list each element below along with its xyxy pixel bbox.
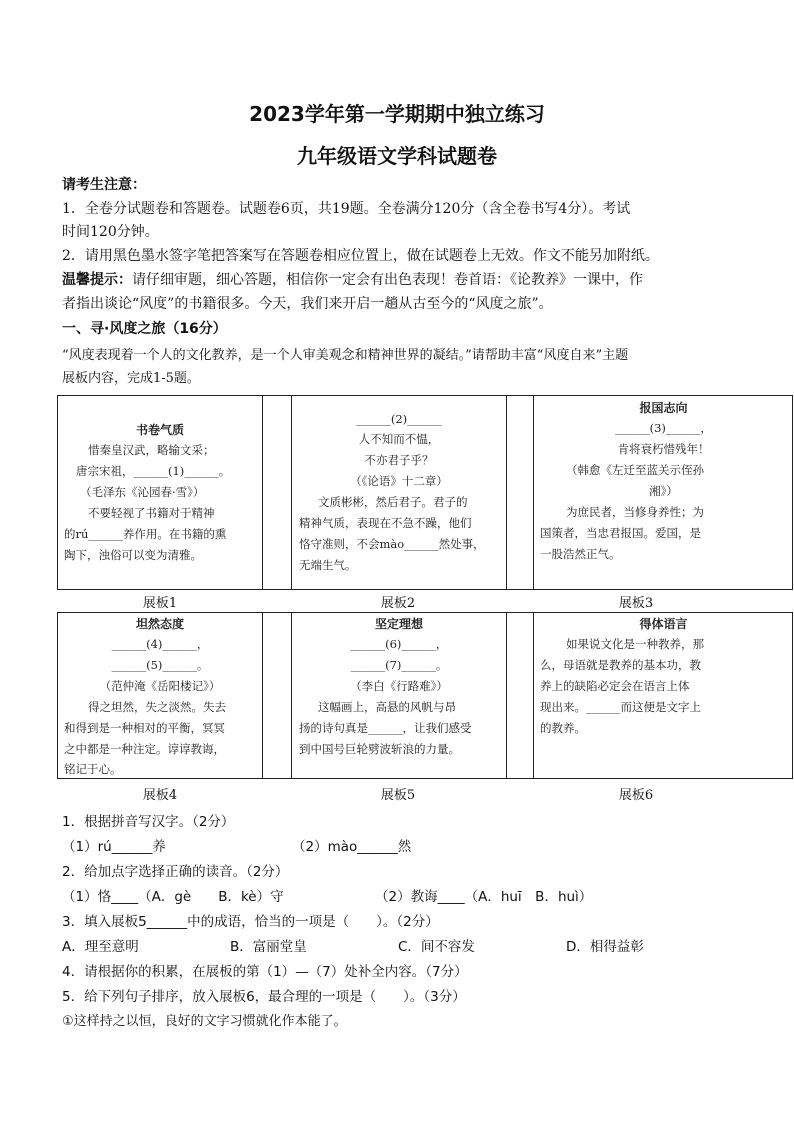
panel2-line2: 人不知而不愠，: [358, 432, 440, 446]
notice-item-1a: 1．全卷分试题卷和答题卷。试题卷6页，共19题。全卷满分120分（含全卷书写4分）。考试: [62, 201, 631, 217]
panel-gap-1: [262, 395, 292, 590]
page-title: 2023学年第一学期期中独立练习: [249, 102, 545, 126]
panel4-line3: （范仲淹《岳阳楼记》）: [99, 679, 221, 693]
panel1-line5: 的rú______养作用。在书籍的熏: [64, 527, 227, 541]
caption-panel-3: 展板3: [618, 596, 654, 611]
caption-panel-6: 展板6: [618, 788, 654, 803]
panel3-line5: 为庶民者，当修身养性；为: [566, 505, 704, 519]
caption-panel-4: 展板4: [142, 788, 178, 803]
panel3-line3: （韩愈《左迁至蓝关示侄孙: [566, 463, 704, 477]
panel6-title: 得体语言: [639, 617, 688, 631]
panel2-line4: （《论语》十二章）: [350, 474, 448, 488]
question-3-option-d: D．相得益彰: [566, 939, 644, 955]
question-5: 5．给下列句子排序，放入展板6，最合理的一项是（ ）。（3分）: [62, 989, 466, 1005]
panel3-line4: 湘》）: [649, 484, 678, 498]
section-heading: 一、寻·风度之旅（16分）: [62, 321, 227, 337]
panel2-line3: 不亦君子乎？: [364, 453, 434, 467]
panel4-line2: ______(5)______。: [111, 658, 209, 672]
question-3-option-b: B．富丽堂皇: [230, 939, 307, 955]
panel-gap-4: [506, 612, 534, 779]
panel5-title: 坚定理想: [374, 617, 423, 631]
panel3-line2: 肯将衰朽惜残年！: [617, 442, 710, 456]
panel6-line1: 如果说文化是一种教养，那: [566, 637, 704, 651]
panel5-line4: 这幅画上，高悬的风帆与昂: [318, 700, 456, 714]
question-1-part-a: （1）rú______养: [62, 839, 166, 855]
panel6-line4: 现出来。______而这便是文字上: [540, 700, 701, 714]
panel4-title: 坦然态度: [135, 617, 184, 631]
panel3-title: 报国志向: [639, 401, 688, 415]
question-2-part-a: （1）恪____（A．gè B．kè）守: [62, 889, 284, 905]
question-5-sentence-1: ①这样持之以恒，良好的文字习惯就化作本能了。: [62, 1014, 347, 1029]
panel6-line2: 么，母语就是教养的基本功，教: [540, 658, 701, 672]
panel1-title: 书卷气质: [135, 423, 184, 437]
panel6-line3: 养上的缺陷必定会在语言上体: [540, 679, 690, 693]
question-1-part-b: （2）mào______然: [292, 839, 412, 855]
panel-gap-3: [262, 612, 292, 779]
panel1-line4: 不要轻视了书籍对于精神: [88, 506, 215, 520]
panel1-line3: （毛泽东《沁园春·雪》）: [80, 485, 205, 499]
panel1-line2: 唐宗宋祖，______(1)______。: [76, 464, 231, 478]
caption-panel-1: 展板1: [142, 596, 178, 611]
notice-item-2: 2．请用黑色墨水签字笔把答案写在答题卷相应位置上，做在试题卷上无效。作文不能另加附纸。: [62, 248, 659, 264]
panel2-line8: 无端生气。: [299, 558, 357, 572]
notice-item-1b: 时间120分钟。: [62, 224, 159, 240]
notice-tip: [62, 269, 742, 291]
caption-panel-2: 展板2: [380, 596, 416, 611]
panel5-line1: ______(6)______，: [350, 637, 448, 651]
question-4: 4．请根据你的积累，在展板的第（1）—（7）处补全内容。（7分）: [62, 964, 468, 980]
panel5-line2: ______(7)______。: [350, 658, 448, 672]
question-3-option-a: A．理至意明: [62, 939, 139, 955]
notice-heading: 请考生注意：: [62, 177, 146, 193]
question-3-option-c: C．间不容发: [398, 939, 475, 955]
question-2-part-b: （2）教诲____（A．huī B．huì）: [375, 889, 593, 905]
panel4-line4: 得之坦然，失之淡然。失去: [88, 700, 226, 714]
panel4-line5: 和得到是一种相对的平衡，冥冥: [64, 721, 225, 735]
question-2: 2．给加点字选择正确的读音。（2分）: [62, 864, 289, 880]
question-3: 3．填入展板5______中的成语，恰当的一项是（ ）。（2分）: [62, 914, 439, 930]
tip-text-a: 请仔细审题，细心答题，相信你一定会有出色表现！卷首语：《论教养》一课中，作: [132, 272, 643, 288]
panel1-line6: 陶下，浊俗可以变为清雅。: [64, 548, 202, 562]
panel4-line6: 之中都是一种注定。谆谆教诲，: [64, 742, 225, 756]
panel3-line7: 一股浩然正气。: [540, 547, 621, 561]
page-subtitle: 九年级语文学科试题卷: [297, 144, 497, 168]
panel2-line1: ______(2)______: [356, 412, 442, 426]
panel2-line6: 精神气质，表现在不急不躁，他们: [299, 516, 472, 530]
tip-label: 温馨提示：: [62, 272, 132, 288]
section-intro-a: “风度表现着一个人的文化教养，是一个人审美观念和精神世界的凝结。”请帮助丰富“风度自来”主题: [62, 348, 629, 363]
notice-tip-b: 者指出谈论“风度”的书籍很多。今天，我们来开启一趟从古至今的“风度之旅”。: [62, 296, 553, 312]
panel5-line5: 扬的诗句真是______，让我们感受: [299, 721, 472, 735]
caption-panel-5: 展板5: [380, 788, 416, 803]
panel2-line5: 文质彬彬，然后君子。君子的: [318, 495, 468, 509]
panel4-line1: ______(4)______，: [111, 637, 209, 651]
panel3-line6: 国策者，当忠君报国。爱国，是: [540, 526, 701, 540]
panel4-line7: 铭记于心。: [64, 762, 122, 776]
question-1: 1．根据拼音写汉字。（2分）: [62, 814, 235, 830]
panel-gap-2: [506, 395, 534, 590]
panel5-line6: 到中国号巨轮劈波斩浪的力量。: [299, 742, 460, 756]
panel1-line1: 惜秦皇汉武，略输文采；: [88, 443, 215, 457]
panel3-line1: ______(3)______，: [615, 421, 712, 435]
section-intro-b: 展板内容，完成1-5题。: [62, 371, 200, 386]
panel6-line5: 的教养。: [540, 721, 586, 735]
panel5-line3: （李白《行路难》）: [350, 679, 448, 693]
panel2-line7: 恪守准则，不会mào______然处事，: [299, 537, 485, 551]
